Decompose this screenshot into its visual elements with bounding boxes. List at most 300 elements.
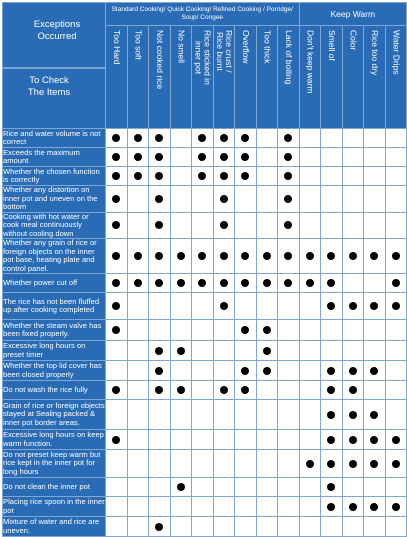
- table-row: [3, 167, 407, 186]
- matrix-cell: [342, 239, 364, 274]
- matrix-cell: [235, 274, 257, 293]
- matrix-cell: [364, 320, 386, 341]
- matrix-cell: [364, 212, 386, 239]
- row-header: Whether any distortion on inner pot and uneven on the bottom: [3, 186, 106, 213]
- matrix-cell: [321, 361, 343, 381]
- column-header-label: Smell of: [326, 30, 337, 62]
- applies-dot-icon: [327, 302, 335, 310]
- matrix-cell: [321, 320, 343, 341]
- applies-dot-icon: [263, 347, 271, 355]
- matrix-cell: [106, 478, 128, 497]
- applies-dot-icon: [349, 503, 357, 511]
- applies-dot-icon: [284, 221, 292, 229]
- matrix-cell: [321, 212, 343, 239]
- matrix-cell: [235, 517, 257, 537]
- applies-dot-icon: [241, 252, 249, 260]
- matrix-cell: [106, 430, 128, 450]
- matrix-cell: [321, 381, 343, 400]
- table-row: [3, 293, 407, 320]
- matrix-cell: [321, 450, 343, 478]
- applies-dot-icon: [134, 134, 142, 142]
- matrix-cell: [213, 293, 235, 320]
- matrix-cell: [235, 320, 257, 341]
- matrix-cell: [299, 450, 321, 478]
- matrix-cell: [235, 341, 257, 361]
- matrix-cell: [213, 320, 235, 341]
- matrix-cell: [106, 400, 128, 430]
- applies-dot-icon: [220, 195, 228, 203]
- matrix-cell: [299, 186, 321, 213]
- matrix-cell: [213, 167, 235, 186]
- applies-dot-icon: [112, 252, 120, 260]
- matrix-cell: [385, 186, 407, 213]
- matrix-cell: [321, 148, 343, 167]
- matrix-cell: [213, 430, 235, 450]
- matrix-cell: [321, 129, 343, 148]
- matrix-cell: [213, 381, 235, 400]
- applies-dot-icon: [263, 326, 271, 334]
- matrix-cell: [364, 148, 386, 167]
- matrix-cell: [170, 320, 192, 341]
- matrix-cell: [299, 167, 321, 186]
- matrix-cell: [364, 239, 386, 274]
- matrix-cell: [299, 320, 321, 341]
- table-row: [3, 497, 407, 517]
- matrix-cell: [256, 497, 278, 517]
- matrix-cell: [342, 293, 364, 320]
- matrix-cell: [385, 167, 407, 186]
- applies-dot-icon: [327, 483, 335, 491]
- applies-dot-icon: [370, 367, 378, 375]
- matrix-cell: [256, 341, 278, 361]
- applies-dot-icon: [284, 172, 292, 180]
- applies-dot-icon: [284, 279, 292, 287]
- matrix-cell: [256, 517, 278, 537]
- table-row: [3, 341, 407, 361]
- row-header: Placing rice spoon in the inner pot: [3, 497, 105, 515]
- matrix-cell: [106, 274, 128, 293]
- applies-dot-icon: [349, 386, 357, 394]
- matrix-cell: [299, 341, 321, 361]
- matrix-cell: [385, 239, 407, 274]
- table-row: [3, 239, 407, 274]
- matrix-cell: [342, 381, 364, 400]
- row-header: Excessive long hours on preset timer: [3, 341, 106, 361]
- applies-dot-icon: [177, 279, 185, 287]
- applies-dot-icon: [306, 279, 314, 287]
- column-header-label: Too thick: [262, 30, 273, 64]
- matrix-cell: [149, 400, 171, 430]
- matrix-cell: [213, 341, 235, 361]
- matrix-cell: [256, 361, 278, 381]
- matrix-cell: [170, 497, 192, 517]
- matrix-cell: [192, 212, 214, 239]
- applies-dot-icon: [112, 134, 120, 142]
- matrix-cell: [278, 320, 300, 341]
- applies-dot-icon: [370, 411, 378, 419]
- applies-dot-icon: [112, 195, 120, 203]
- column-header-label: Rice crust / Rice burnt: [214, 30, 234, 73]
- matrix-cell: [256, 212, 278, 239]
- table-row: [3, 212, 407, 239]
- row-header: Whether any grain of rice or foreign objects on the inner pot base, heating plate and control panel.: [3, 239, 106, 274]
- matrix-cell: [106, 167, 128, 186]
- column-header: [170, 26, 192, 129]
- matrix-cell: [385, 129, 407, 148]
- matrix-cell: [321, 293, 343, 320]
- matrix-cell: [364, 400, 386, 430]
- matrix-cell: [106, 239, 128, 274]
- applies-dot-icon: [327, 503, 335, 511]
- matrix-cell: [170, 148, 192, 167]
- applies-dot-icon: [241, 326, 249, 334]
- column-header: [213, 26, 235, 129]
- matrix-cell: [278, 400, 300, 430]
- matrix-cell: [213, 148, 235, 167]
- matrix-cell: [321, 478, 343, 497]
- matrix-cell: [299, 212, 321, 239]
- applies-dot-icon: [327, 252, 335, 260]
- matrix-cell: [235, 361, 257, 381]
- column-header: [342, 26, 364, 129]
- matrix-cell: [321, 274, 343, 293]
- matrix-cell: [385, 450, 407, 478]
- matrix-cell: [235, 478, 257, 497]
- matrix-cell: [342, 212, 364, 239]
- matrix-cell: [364, 274, 386, 293]
- table-row: [3, 129, 407, 148]
- matrix-cell: [127, 341, 149, 361]
- applies-dot-icon: [306, 460, 314, 468]
- matrix-cell: [342, 320, 364, 341]
- matrix-cell: [342, 167, 364, 186]
- matrix-cell: [170, 274, 192, 293]
- matrix-cell: [192, 497, 214, 517]
- matrix-cell: [170, 517, 192, 537]
- matrix-cell: [149, 167, 171, 186]
- matrix-cell: [385, 148, 407, 167]
- matrix-cell: [385, 517, 407, 537]
- matrix-cell: [127, 361, 149, 381]
- matrix-cell: [235, 381, 257, 400]
- matrix-cell: [127, 148, 149, 167]
- applies-dot-icon: [220, 153, 228, 161]
- matrix-cell: [385, 293, 407, 320]
- matrix-cell: [170, 450, 192, 478]
- matrix-cell: [106, 450, 128, 478]
- matrix-cell: [170, 381, 192, 400]
- applies-dot-icon: [263, 252, 271, 260]
- applies-dot-icon: [177, 483, 185, 491]
- matrix-cell: [170, 167, 192, 186]
- table-row: [3, 381, 407, 400]
- matrix-cell: [364, 186, 386, 213]
- applies-dot-icon: [392, 460, 400, 468]
- matrix-cell: [321, 341, 343, 361]
- matrix-cell: [127, 517, 149, 537]
- row-header: Cooking with hot water or cook meal continuously without cooling down: [3, 212, 106, 239]
- applies-dot-icon: [220, 134, 228, 142]
- applies-dot-icon: [241, 367, 249, 375]
- to-check-items-label: To Check The Items: [27, 75, 71, 98]
- applies-dot-icon: [198, 134, 206, 142]
- matrix-cell: [385, 497, 407, 517]
- matrix-cell: [364, 361, 386, 381]
- applies-dot-icon: [155, 153, 163, 161]
- matrix-cell: [364, 341, 386, 361]
- column-header-label: Overflow: [240, 30, 251, 64]
- matrix-cell: [342, 361, 364, 381]
- matrix-cell: [127, 167, 149, 186]
- matrix-cell: [106, 129, 128, 148]
- matrix-cell: [342, 400, 364, 430]
- matrix-cell: [149, 341, 171, 361]
- matrix-cell: [385, 381, 407, 400]
- matrix-cell: [256, 148, 278, 167]
- applies-dot-icon: [198, 252, 206, 260]
- matrix-cell: [256, 430, 278, 450]
- applies-dot-icon: [349, 302, 357, 310]
- applies-dot-icon: [349, 252, 357, 260]
- matrix-cell: [385, 430, 407, 450]
- table-row: [3, 186, 407, 213]
- matrix-cell: [213, 361, 235, 381]
- applies-dot-icon: [198, 172, 206, 180]
- matrix-cell: [106, 381, 128, 400]
- matrix-cell: [364, 167, 386, 186]
- matrix-cell: [385, 478, 407, 497]
- applies-dot-icon: [155, 172, 163, 180]
- matrix-cell: [364, 478, 386, 497]
- matrix-cell: [321, 517, 343, 537]
- column-header: [299, 26, 321, 129]
- applies-dot-icon: [349, 367, 357, 375]
- column-header-label: Don't keep warm: [305, 30, 316, 94]
- matrix-cell: [278, 450, 300, 478]
- matrix-cell: [192, 400, 214, 430]
- matrix-cell: [256, 186, 278, 213]
- applies-dot-icon: [284, 153, 292, 161]
- matrix-cell: [170, 129, 192, 148]
- applies-dot-icon: [327, 367, 335, 375]
- applies-dot-icon: [370, 252, 378, 260]
- matrix-cell: [192, 167, 214, 186]
- column-header: [127, 26, 149, 129]
- matrix-cell: [342, 478, 364, 497]
- matrix-cell: [256, 239, 278, 274]
- matrix-cell: [342, 430, 364, 450]
- matrix-cell: [278, 274, 300, 293]
- applies-dot-icon: [370, 302, 378, 310]
- applies-dot-icon: [134, 252, 142, 260]
- matrix-cell: [149, 293, 171, 320]
- matrix-cell: [235, 430, 257, 450]
- applies-dot-icon: [220, 302, 228, 310]
- applies-dot-icon: [220, 221, 228, 229]
- applies-dot-icon: [177, 252, 185, 260]
- column-header: [385, 26, 407, 129]
- matrix-cell: [192, 341, 214, 361]
- matrix-cell: [127, 239, 149, 274]
- matrix-cell: [299, 430, 321, 450]
- matrix-cell: [385, 212, 407, 239]
- matrix-cell: [321, 186, 343, 213]
- matrix-cell: [213, 239, 235, 274]
- row-header: Do not clean the inner pot: [3, 478, 106, 497]
- matrix-cell: [213, 400, 235, 430]
- matrix-cell: [127, 497, 149, 517]
- matrix-cell: [342, 497, 364, 517]
- applies-dot-icon: [155, 252, 163, 260]
- column-header: [278, 26, 300, 129]
- matrix-cell: [213, 478, 235, 497]
- table-row: [3, 320, 407, 341]
- matrix-cell: [278, 517, 300, 537]
- matrix-cell: [192, 148, 214, 167]
- applies-dot-icon: [155, 134, 163, 142]
- matrix-cell: [170, 341, 192, 361]
- matrix-cell: [149, 478, 171, 497]
- matrix-cell: [127, 320, 149, 341]
- applies-dot-icon: [327, 460, 335, 468]
- applies-dot-icon: [220, 386, 228, 394]
- matrix-cell: [278, 430, 300, 450]
- matrix-cell: [149, 450, 171, 478]
- matrix-cell: [321, 239, 343, 274]
- matrix-cell: [299, 239, 321, 274]
- applies-dot-icon: [241, 386, 249, 394]
- column-header-label: Water Drips: [391, 30, 402, 75]
- matrix-cell: [364, 517, 386, 537]
- applies-dot-icon: [112, 221, 120, 229]
- row-header: Grain of rice or foreign objects stayed at Sealing packed & inner pot border areas.: [3, 400, 106, 430]
- applies-dot-icon: [263, 367, 271, 375]
- applies-dot-icon: [392, 252, 400, 260]
- applies-dot-icon: [155, 195, 163, 203]
- matrix-cell: [235, 400, 257, 430]
- matrix-cell: [192, 430, 214, 450]
- column-header-label: No smell: [176, 30, 187, 64]
- applies-dot-icon: [284, 134, 292, 142]
- matrix-cell: [149, 320, 171, 341]
- matrix-cell: [364, 129, 386, 148]
- matrix-cell: [278, 341, 300, 361]
- matrix-cell: [192, 239, 214, 274]
- matrix-cell: [170, 430, 192, 450]
- matrix-cell: [127, 186, 149, 213]
- matrix-cell: [385, 361, 407, 381]
- matrix-cell: [127, 274, 149, 293]
- row-header: Excessive long hours on keep warm function.: [3, 430, 104, 448]
- matrix-cell: [106, 186, 128, 213]
- applies-dot-icon: [134, 153, 142, 161]
- matrix-cell: [170, 293, 192, 320]
- table-row: [3, 361, 407, 381]
- applies-dot-icon: [198, 153, 206, 161]
- matrix-cell: [342, 341, 364, 361]
- matrix-cell: [127, 478, 149, 497]
- applies-dot-icon: [327, 386, 335, 394]
- matrix-cell: [342, 517, 364, 537]
- matrix-cell: [278, 381, 300, 400]
- matrix-cell: [385, 320, 407, 341]
- table-row: [3, 430, 407, 450]
- column-header-label: Too Hard: [111, 30, 122, 65]
- matrix-cell: [256, 381, 278, 400]
- matrix-cell: [321, 430, 343, 450]
- matrix-cell: [278, 129, 300, 148]
- matrix-cell: [149, 186, 171, 213]
- column-header-label: Rice too dry: [369, 30, 380, 76]
- applies-dot-icon: [349, 411, 357, 419]
- matrix-cell: [106, 361, 128, 381]
- matrix-cell: [192, 129, 214, 148]
- applies-dot-icon: [370, 503, 378, 511]
- matrix-cell: [235, 212, 257, 239]
- exceptions-occurred-label: Exceptions Occurred: [33, 19, 81, 42]
- matrix-cell: [127, 212, 149, 239]
- row-header: Whether the steam valve has been fixed properly.: [3, 320, 106, 341]
- applies-dot-icon: [220, 172, 228, 180]
- applies-dot-icon: [241, 279, 249, 287]
- matrix-cell: [235, 167, 257, 186]
- row-header: Whether the chosen function is correctly: [3, 167, 106, 186]
- matrix-cell: [127, 129, 149, 148]
- applies-dot-icon: [220, 252, 228, 260]
- row-header: Mixture of water and rice are uneven.: [3, 517, 106, 537]
- applies-dot-icon: [327, 279, 335, 287]
- matrix-cell: [106, 320, 128, 341]
- matrix-cell: [149, 517, 171, 537]
- matrix-cell: [213, 450, 235, 478]
- matrix-cell: [256, 478, 278, 497]
- matrix-cell: [106, 341, 128, 361]
- applies-dot-icon: [241, 172, 249, 180]
- applies-dot-icon: [177, 347, 185, 355]
- matrix-cell: [321, 400, 343, 430]
- applies-dot-icon: [155, 279, 163, 287]
- column-header: [149, 26, 171, 129]
- applies-dot-icon: [155, 523, 163, 531]
- table-row: [3, 478, 407, 497]
- matrix-cell: [342, 129, 364, 148]
- group-header-keep-warm: Keep Warm: [299, 3, 407, 26]
- column-header-label: Rice sticked in inner pot: [193, 30, 213, 86]
- applies-dot-icon: [112, 386, 120, 394]
- matrix-cell: [256, 129, 278, 148]
- row-header: Whether power cut off: [3, 274, 106, 293]
- matrix-cell: [321, 497, 343, 517]
- matrix-cell: [235, 450, 257, 478]
- matrix-cell: [192, 361, 214, 381]
- matrix-cell: [364, 381, 386, 400]
- column-header: [235, 26, 257, 129]
- row-header: Exceeds the maximum amount: [3, 148, 106, 167]
- matrix-cell: [106, 148, 128, 167]
- applies-dot-icon: [241, 153, 249, 161]
- matrix-cell: [256, 274, 278, 293]
- matrix-cell: [106, 497, 128, 517]
- matrix-cell: [278, 293, 300, 320]
- matrix-cell: [299, 274, 321, 293]
- matrix-cell: [235, 239, 257, 274]
- matrix-cell: [106, 517, 128, 537]
- row-header: Do not wash the rice fully: [3, 381, 106, 400]
- row-header: Do not preset keep warm but rice kept in the inner pot for long hours: [3, 450, 106, 478]
- matrix-cell: [106, 212, 128, 239]
- matrix-cell: [364, 430, 386, 450]
- matrix-cell: [127, 450, 149, 478]
